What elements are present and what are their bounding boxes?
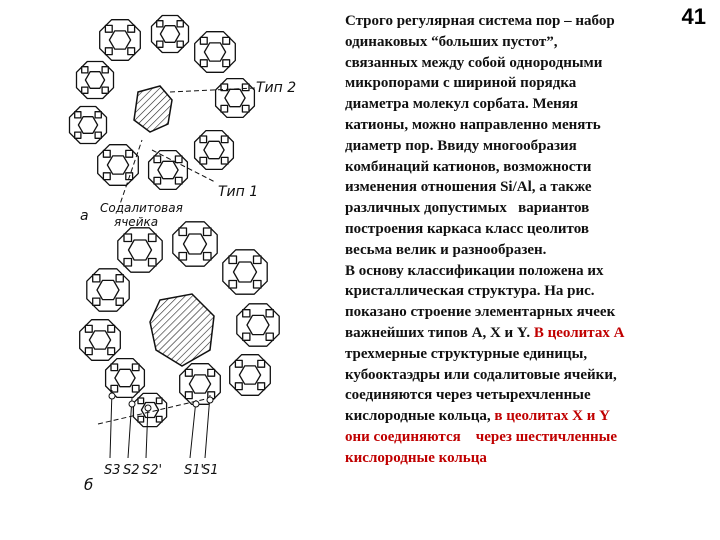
cage-face xyxy=(254,256,262,264)
cage-face xyxy=(132,364,139,371)
cage-face xyxy=(177,41,183,47)
cage-face xyxy=(204,253,212,261)
cage-face xyxy=(243,333,250,340)
text-line-highlight: они соединяются через шестичленные xyxy=(345,428,617,445)
cage-ring xyxy=(234,262,257,282)
cage-face xyxy=(154,177,161,184)
cage-face xyxy=(229,256,237,264)
cage-face xyxy=(157,21,163,27)
text-line xyxy=(345,323,685,344)
text-line: трехмерные структурные единицы, xyxy=(345,345,588,362)
cage-face xyxy=(185,392,192,399)
cage-face xyxy=(235,360,242,367)
cage-face xyxy=(95,132,101,138)
cage-ring xyxy=(129,240,152,260)
cage-face xyxy=(128,48,135,55)
text-line: связанных между собой однородными xyxy=(345,54,603,71)
site-label-s1-prime: S1' xyxy=(184,463,205,478)
cage-ring xyxy=(189,375,210,393)
cage-ring xyxy=(184,234,207,254)
cage-face xyxy=(138,416,144,422)
cage-face xyxy=(75,132,81,138)
cage-face xyxy=(138,398,144,404)
cage-face xyxy=(102,67,108,73)
cage-ring xyxy=(115,369,135,386)
cage-ring xyxy=(89,331,110,349)
cage-face xyxy=(82,67,88,73)
cage-face xyxy=(124,259,132,267)
site-label-s1: S1 xyxy=(202,463,219,478)
cage-face xyxy=(82,87,88,93)
text-line: катионы, можно направленно менять xyxy=(345,116,601,133)
label-type2: Тип 2 xyxy=(256,80,297,96)
cage-ring xyxy=(78,117,97,134)
cage-face xyxy=(200,37,207,44)
cage-face xyxy=(149,259,157,267)
text-line: микропорами с шириной порядка xyxy=(345,75,577,92)
text-line: различных допустимых вариантов xyxy=(345,200,590,217)
zeolite-drawing xyxy=(0,0,340,540)
cage-ring xyxy=(225,89,245,106)
sodalite-cage-hatched-b xyxy=(150,294,214,366)
cage-face xyxy=(128,25,135,32)
cage-ring xyxy=(109,31,130,49)
body-text xyxy=(345,11,685,469)
cage-face xyxy=(242,105,249,112)
cage-ring xyxy=(160,26,179,43)
cage-face xyxy=(258,360,265,367)
slide-number: 41 xyxy=(681,4,706,29)
text-segment-highlight: в цеолитах X и Y xyxy=(494,408,610,425)
text-line xyxy=(345,406,685,427)
cage-face xyxy=(175,156,182,163)
cage-face xyxy=(223,60,230,67)
cage-face xyxy=(177,21,183,27)
cage-face xyxy=(105,48,112,55)
cage-face xyxy=(157,41,163,47)
cage-face xyxy=(116,298,123,305)
cage-ring xyxy=(107,156,128,174)
cage-face xyxy=(116,275,123,282)
text-line: диаметра молекул сорбата. Меняя xyxy=(345,96,579,113)
cage-face xyxy=(204,228,212,236)
text-line: диаметр пор. Ввиду многообразия xyxy=(345,137,577,154)
label-sodalite-line1: Содалитовая xyxy=(100,201,183,215)
text-segment-highlight: В цеолитах А xyxy=(533,324,625,341)
cage-face xyxy=(85,348,92,355)
site-label-s2-prime: S2' xyxy=(142,463,163,478)
cage-ring xyxy=(85,72,104,89)
text-line-highlight: кислородные кольца xyxy=(345,449,487,466)
text-line: изменения отношения Si/Al, а также xyxy=(345,179,592,196)
cage-face xyxy=(200,60,207,67)
label-type1: Тип 1 xyxy=(218,184,259,200)
cage-face xyxy=(175,177,182,184)
cage-face xyxy=(93,275,100,282)
cage-face xyxy=(75,112,81,118)
cage-face xyxy=(105,25,112,32)
label-a: а xyxy=(80,208,89,224)
cage-face xyxy=(258,383,265,390)
site-label-s2: S2 xyxy=(123,463,140,478)
label-sodalite-line2: ячейка xyxy=(114,215,159,229)
cage-face xyxy=(242,84,249,91)
cage-face xyxy=(179,253,187,261)
cage-face xyxy=(103,150,110,157)
text-line: показано строение элементарных ячеек xyxy=(345,304,616,321)
cage-face xyxy=(156,416,162,422)
site-label-s3: S3 xyxy=(104,463,121,478)
cage-face xyxy=(95,112,101,118)
text-line: построения каркаса класс цеолитов xyxy=(345,220,589,237)
cage-face xyxy=(85,325,92,332)
cage-face xyxy=(156,398,162,404)
text-segment: важнейших типов А, X и Y. xyxy=(345,324,534,341)
cage-ring xyxy=(204,141,224,158)
cage-ring xyxy=(247,315,269,334)
cage-ring xyxy=(239,366,260,384)
text-line: кубооктаэдры или содалитовые ячейки, xyxy=(345,366,617,383)
cage-face xyxy=(200,157,207,164)
cage-face xyxy=(124,234,132,242)
cage-face xyxy=(223,37,230,44)
zeolite-structure-figure xyxy=(0,0,340,540)
cage-face xyxy=(235,383,242,390)
cage-face xyxy=(243,310,250,317)
cage-face xyxy=(208,369,215,376)
cage-face xyxy=(149,234,157,242)
cage-face xyxy=(93,298,100,305)
label-b: б xyxy=(84,476,94,494)
text-segment: кислородные кольца, xyxy=(345,408,495,425)
cage-face xyxy=(103,173,110,180)
cage-face xyxy=(102,87,108,93)
cage-face xyxy=(221,136,228,143)
cage-face xyxy=(154,156,161,163)
text-line: одинаковых “больших пустот”, xyxy=(345,33,558,50)
cage-face xyxy=(132,385,139,392)
cage-face xyxy=(266,333,273,340)
cage-face xyxy=(266,310,273,317)
text-line: соединяются через четырехчленные xyxy=(345,387,591,404)
cage-ring xyxy=(97,280,119,299)
cage-ring xyxy=(204,43,225,61)
cage-face xyxy=(111,364,118,371)
cage-face xyxy=(179,228,187,236)
cage-face xyxy=(229,281,237,289)
sodalite-cage-hatched-a xyxy=(134,86,172,132)
cage-face xyxy=(185,369,192,376)
cage-face xyxy=(200,136,207,143)
cage-ring xyxy=(158,161,178,178)
cage-face xyxy=(108,325,115,332)
text-line: весьма велик и разнообразен. xyxy=(345,241,547,258)
text-line: Строго регулярная система пор – набор xyxy=(345,13,615,29)
cage-face xyxy=(254,281,262,289)
cage-face xyxy=(126,150,133,157)
cage-face xyxy=(108,348,115,355)
text-line: В основу классификации положена их xyxy=(345,262,604,279)
cage-face xyxy=(221,105,228,112)
cage-face xyxy=(221,157,228,164)
text-line: кристаллическая структура. На рис. xyxy=(345,283,595,300)
text-line: комбинаций катионов, возможности xyxy=(345,158,592,175)
